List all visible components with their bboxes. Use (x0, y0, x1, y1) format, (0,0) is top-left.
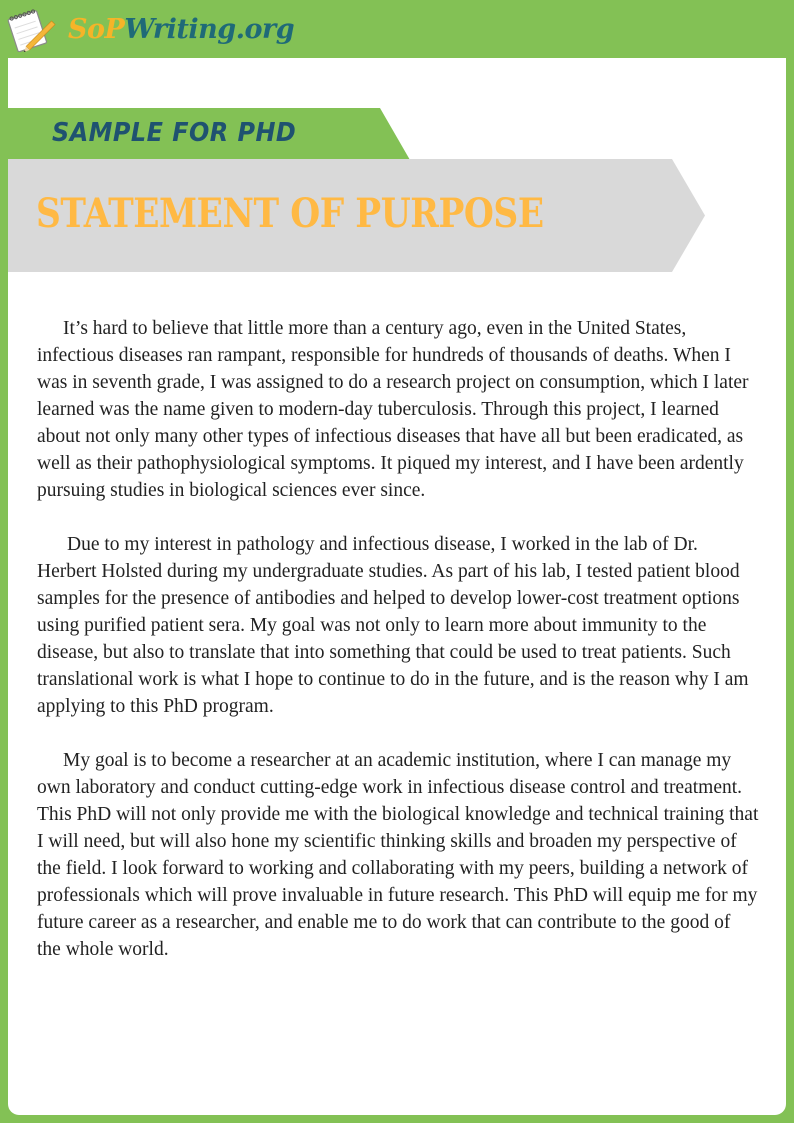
brand-name-sop: SoP (68, 13, 125, 45)
brand-name-writing: Writing.org (124, 13, 295, 45)
paragraph-1: It’s hard to believe that little more than a century ago, even in the United States, infectious diseases ran rampant, responsible for hundreds of thousands of deaths. When I was in seventh grade, I was assigned to do a research project on consumption, which I later learned was the name given to modern-day tuberculosis. Through this project, I learned about not only many other types of infectious diseases that have all but been eradicated, as well as their pathophysiological symptoms. It piqued my interest, and I have been ardently pursuing studies in biological sciences ever since. (37, 318, 749, 501)
notepad-pencil-icon (6, 6, 64, 52)
site-logo[interactable] (6, 6, 294, 52)
site-header (0, 0, 794, 58)
page-title: STATEMENT OF PURPOSE (36, 190, 544, 237)
brand-name (68, 13, 295, 45)
title-banner (8, 159, 706, 272)
paragraph-3: My goal is to become a researcher at an academic institution, where I can manage my own laboratory and conduct cutting-edge work in infectious disease control and treatment. This PhD will not only provide me with the biological knowledge and technical training that I will need, but will also hone my scientific thinking skills and broaden my perspective of the field. I look forward to working and collaborating with my peers, building a network of professionals which will prove invaluable in future research. This PhD will equip me for my future career as a researcher, and enable me to do work that can contribute to the good of the whole world. (37, 750, 759, 960)
subtitle-banner (8, 108, 410, 160)
document-body (37, 315, 759, 990)
subtitle-text: SAMPLE FOR PHD (52, 118, 297, 148)
paragraph-2: Due to my interest in pathology and infectious disease, I worked in the lab of Dr. Herbert Holsted during my undergraduate studies. As part of his lab, I tested patient blood samples for the presence of antibodies and helped to develop lower-cost treatment options using purified patient sera. My goal was not only to learn more about immunity to the disease, but also to translate that into something that could be used to treat patients. Such translational work is what I hope to continue to do in the future, and is the reason why I am applying to this PhD program. (37, 534, 749, 717)
